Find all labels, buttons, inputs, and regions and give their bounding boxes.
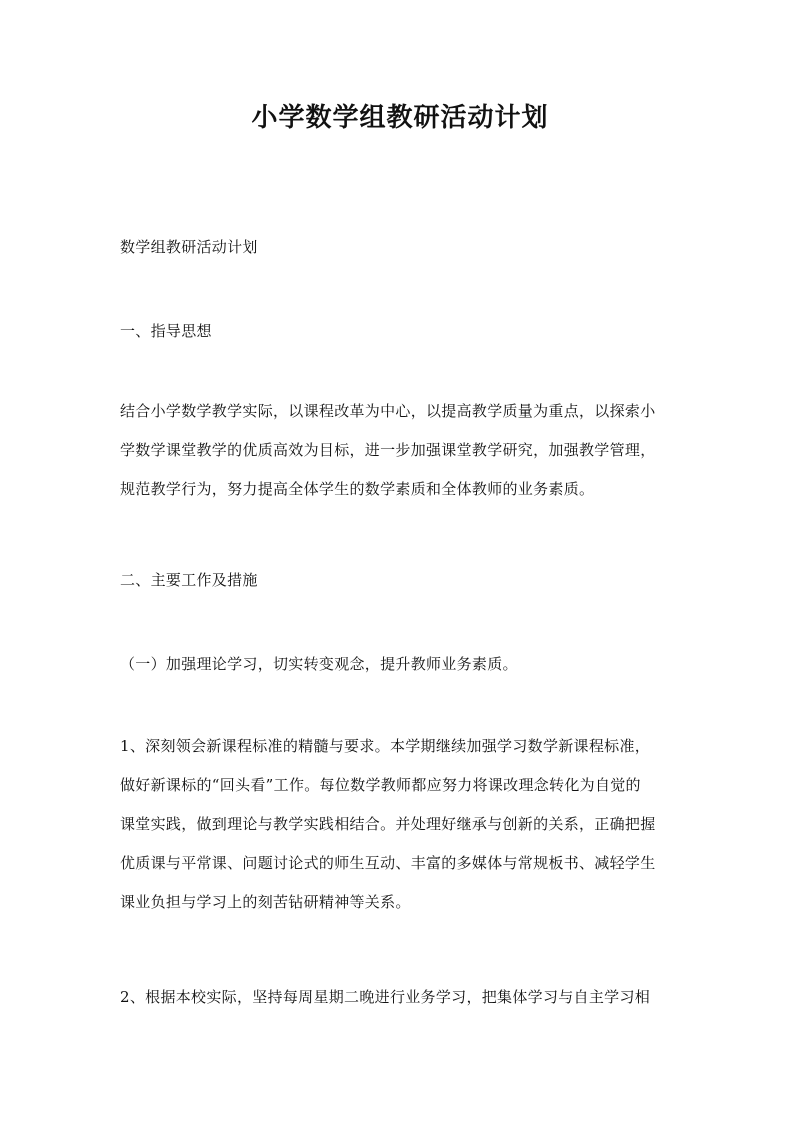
document-title: 小学数学组教研活动计划 xyxy=(251,103,549,133)
section-heading-guiding-ideology xyxy=(120,312,688,351)
subsection-heading-theory-study xyxy=(120,645,688,684)
text-line: 结合小学数学教学实际，以课程改革为中心，以提高教学质量为重点，以探索小 xyxy=(120,402,656,420)
text-line: 优质课与平常课、问题讨论式的师生互动、丰富的多媒体与常规板书、减轻学生 xyxy=(120,854,656,872)
text-line: 规范教学行为，努力提高全体学生的数学素质和全体教师的业务素质。 xyxy=(120,480,595,498)
paragraph-item-2 xyxy=(120,978,688,1017)
text-line: 做好新课标的“回头看”工作。每位数学教师都应努力将课改理念转化为自觉的 xyxy=(120,776,641,794)
text-line: 课业负担与学习上的刻苦钻研精神等关系。 xyxy=(120,893,411,911)
text-line: 数学组教研活动计划 xyxy=(120,238,258,256)
text-line: 二、主要工作及措施 xyxy=(120,571,258,589)
paragraph-guiding-ideology xyxy=(120,392,688,509)
text-line: 课堂实践，做到理论与教学实践相结合。并处理好继承与创新的关系，正确把握 xyxy=(120,815,656,833)
text-line: 一、指导思想 xyxy=(120,322,212,340)
text-line: 1、深刻领会新课程标准的精髓与要求。本学期继续加强学习数学新课程标准， xyxy=(120,737,651,755)
text-line: （一）加强理论学习，切实转变观念，提升教师业务素质。 xyxy=(120,655,518,673)
section-heading-main-work xyxy=(120,561,688,600)
text-line: 学数学课堂教学的优质高效为目标，进一步加强课堂教学研究，加强教学管理， xyxy=(120,441,656,459)
document-subtitle xyxy=(120,228,688,267)
text-line: 2、根据本校实际，坚持每周星期二晚进行业务学习，把集体学习与自主学习相 xyxy=(120,988,651,1006)
paragraph-item-1 xyxy=(120,727,688,922)
